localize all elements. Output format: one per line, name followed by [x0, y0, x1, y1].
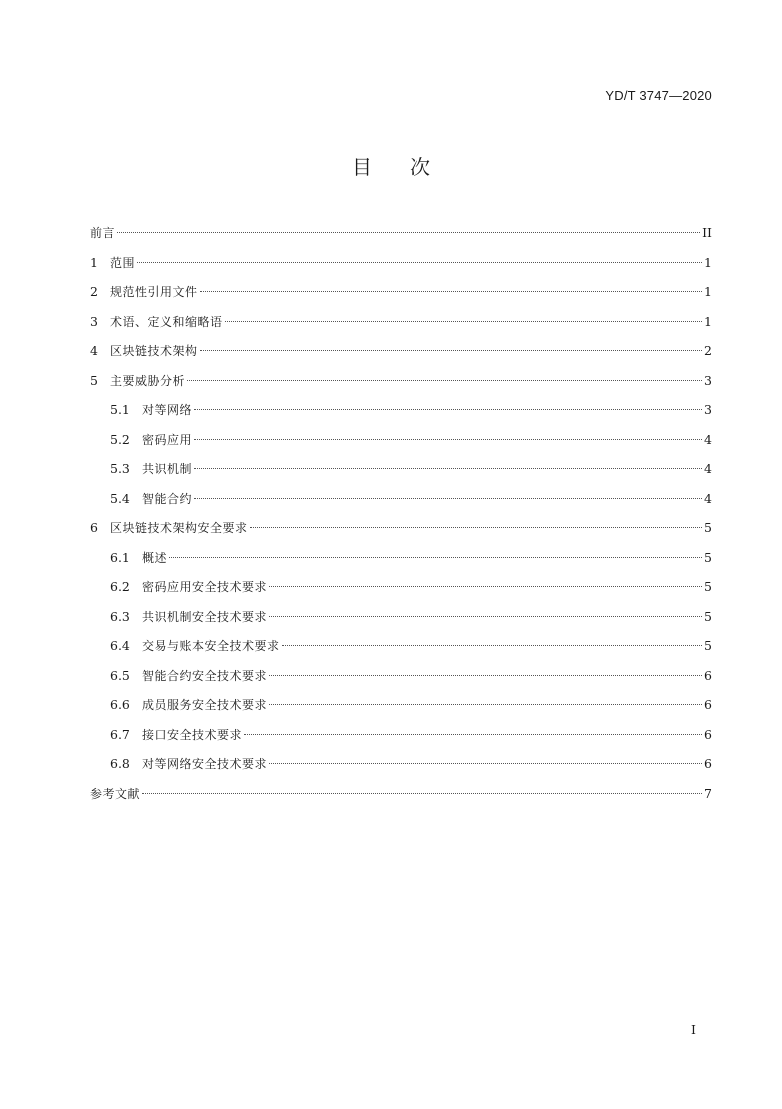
toc-entry-label: 概述 [142, 550, 168, 565]
toc-entry[interactable] [90, 661, 712, 691]
toc-entry-label: 接口安全技术要求 [142, 727, 243, 742]
toc-entry-label: 主要威胁分析 [110, 373, 186, 388]
toc-entry-label: 成员服务安全技术要求 [142, 698, 268, 712]
toc-entry-number: 3 [90, 313, 98, 329]
toc-entry-number: 5.4 [110, 490, 130, 506]
toc-entry[interactable] [90, 395, 712, 425]
toc-dot-leader [137, 262, 702, 263]
toc-dot-leader [187, 380, 702, 381]
toc-entry-number: 4 [90, 343, 98, 358]
toc-dot-leader [169, 557, 702, 558]
toc-entry-label: 密码应用安全技术要求 [142, 580, 268, 594]
toc-entry-page: 7 [704, 785, 712, 801]
toc-entry-number: 6 [90, 520, 98, 535]
table-of-contents [90, 218, 712, 808]
toc-entry-page: 4 [704, 490, 712, 506]
toc-entry-label: 区块链技术架构 [110, 344, 198, 358]
toc-dot-leader [269, 675, 702, 676]
toc-entry[interactable] [90, 572, 712, 602]
toc-entry-number: 5.3 [110, 461, 130, 476]
toc-entry-label: 对等网络 [142, 403, 193, 417]
toc-entry[interactable] [90, 366, 712, 396]
toc-entry-label: 智能合约 [142, 491, 193, 506]
toc-entry-label: 术语、定义和缩略语 [110, 314, 223, 329]
toc-dot-leader [244, 734, 702, 735]
toc-dot-leader [194, 439, 702, 440]
toc-entry-label: 规范性引用文件 [110, 285, 198, 299]
toc-dot-leader [269, 704, 702, 705]
toc-entry[interactable] [90, 336, 712, 366]
toc-entry[interactable] [90, 631, 712, 661]
toc-entry-label: 范围 [110, 255, 136, 270]
toc-entry-number: 6.3 [110, 608, 130, 624]
toc-dot-leader [194, 409, 702, 410]
toc-entry-page: 6 [704, 756, 712, 771]
toc-entry-page: 4 [704, 431, 712, 447]
toc-entry-number: 6.5 [110, 667, 130, 683]
toc-dot-leader [225, 321, 702, 322]
toc-dot-leader [282, 645, 702, 646]
toc-entry-page: 6 [704, 697, 712, 712]
toc-entry-page: 3 [704, 372, 712, 388]
toc-dot-leader [250, 527, 702, 528]
toc-entry-label: 共识机制 [142, 462, 193, 476]
toc-entry-number: 5.1 [110, 402, 130, 417]
toc-entry-page: 5 [704, 579, 712, 594]
toc-entry-number: 6.1 [110, 549, 130, 565]
toc-entry-label: 智能合约安全技术要求 [142, 668, 268, 683]
toc-entry[interactable] [90, 602, 712, 632]
toc-entry-number: 1 [90, 254, 98, 270]
toc-dot-leader [194, 498, 702, 499]
toc-entry-label: 密码应用 [142, 432, 193, 447]
toc-entry-page: 1 [704, 284, 712, 299]
page-title: 目次 [352, 155, 468, 179]
toc-entry[interactable] [90, 307, 712, 337]
toc-entry-page: 1 [704, 254, 712, 270]
toc-entry[interactable] [90, 690, 712, 720]
toc-dot-leader [142, 793, 702, 794]
toc-dot-leader [269, 763, 702, 764]
toc-entry-number: 2 [90, 284, 98, 299]
toc-entry-number: 5 [90, 372, 98, 388]
toc-entry-page: II [702, 225, 712, 240]
toc-entry-label: 共识机制安全技术要求 [142, 609, 268, 624]
toc-entry-label: 交易与账本安全技术要求 [142, 639, 280, 653]
toc-entry-number: 6.8 [110, 756, 130, 771]
toc-entry-page: 5 [704, 520, 712, 535]
toc-entry[interactable] [90, 277, 712, 307]
toc-entry[interactable] [90, 454, 712, 484]
toc-entry-label: 区块链技术架构安全要求 [110, 521, 248, 535]
toc-dot-leader [117, 232, 700, 233]
toc-dot-leader [194, 468, 702, 469]
toc-dot-leader [269, 616, 702, 617]
toc-entry-page: 6 [704, 726, 712, 742]
toc-entry[interactable] [90, 779, 712, 809]
page-number: I [691, 1022, 696, 1037]
toc-entry-page: 5 [704, 549, 712, 565]
toc-entry-page: 4 [704, 461, 712, 476]
toc-dot-leader [200, 350, 702, 351]
toc-entry-label: 前言 [90, 226, 116, 240]
toc-entry[interactable] [90, 425, 712, 455]
toc-entry-number: 6.6 [110, 697, 130, 712]
toc-entry[interactable] [90, 513, 712, 543]
toc-entry-number: 6.4 [110, 638, 130, 653]
toc-entry[interactable] [90, 749, 712, 779]
toc-entry-number: 6.7 [110, 726, 130, 742]
toc-entry-page: 6 [704, 667, 712, 683]
toc-entry[interactable] [90, 218, 712, 248]
toc-entry-label: 对等网络安全技术要求 [142, 757, 268, 771]
toc-entry-page: 1 [704, 313, 712, 329]
toc-entry-page: 2 [704, 343, 712, 358]
toc-entry[interactable] [90, 720, 712, 750]
toc-entry[interactable] [90, 248, 712, 278]
toc-entry[interactable] [90, 484, 712, 514]
toc-entry-number: 6.2 [110, 579, 130, 594]
document-code: YD/T 3747—2020 [605, 88, 712, 103]
toc-entry-page: 3 [704, 402, 712, 417]
toc-entry-page: 5 [704, 608, 712, 624]
toc-dot-leader [200, 291, 702, 292]
toc-dot-leader [269, 586, 702, 587]
toc-entry-page: 5 [704, 638, 712, 653]
toc-entry-label: 参考文献 [90, 786, 141, 801]
toc-entry[interactable] [90, 543, 712, 573]
toc-entry-number: 5.2 [110, 431, 130, 447]
